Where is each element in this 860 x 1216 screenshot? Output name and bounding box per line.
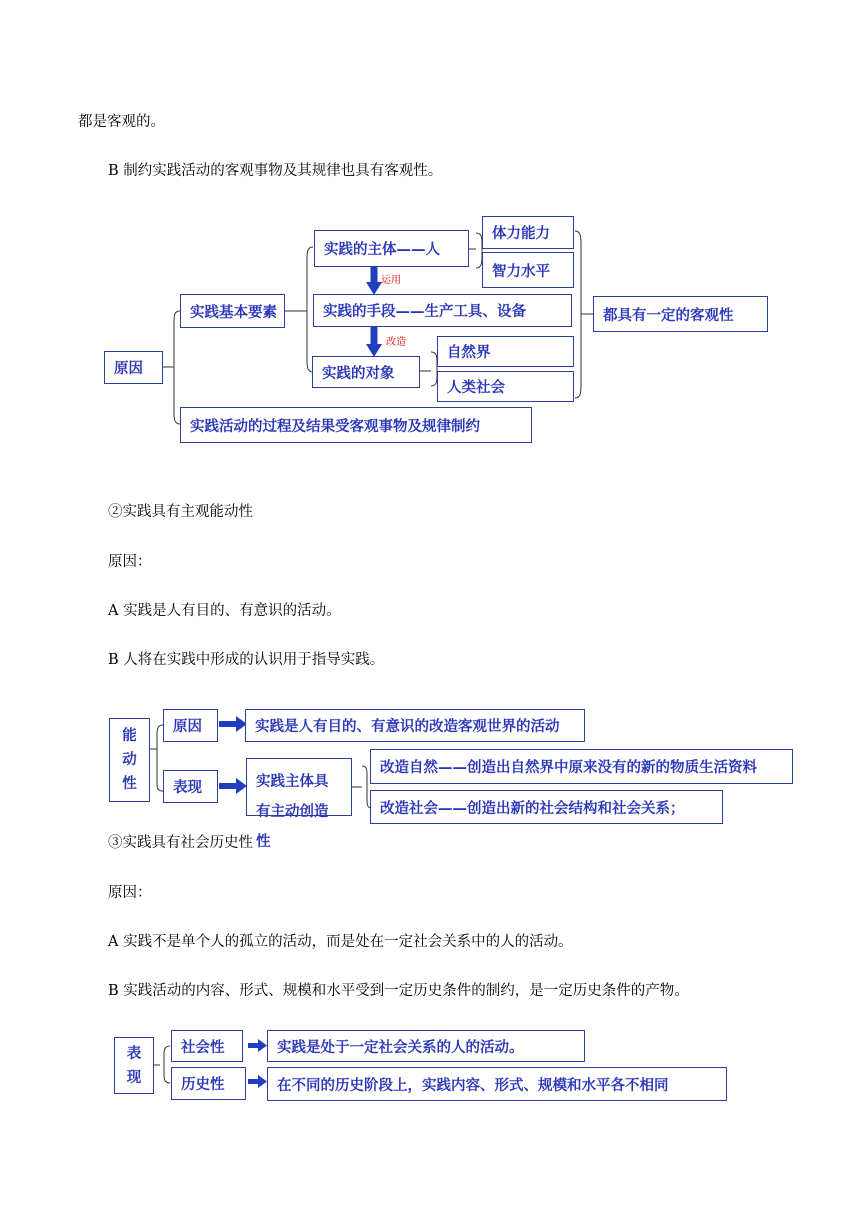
root-char: 表: [126, 1045, 142, 1062]
paragraph-text: B 实践活动的内容、形式、规模和水平受到一定历史条件的制约，是一定历史条件的产物。: [108, 983, 689, 999]
node-social: 社会性: [171, 1030, 243, 1062]
node-human-society: 人类社会: [437, 371, 574, 402]
diagram-root-initiative: [109, 718, 150, 802]
node-reason: 原因: [163, 709, 218, 742]
paragraph-text: 原因：: [108, 885, 152, 901]
root-char: 性: [122, 776, 137, 792]
node-basic-elements: 实践基本要素: [180, 294, 285, 328]
node-nature: 自然界: [437, 336, 574, 367]
root-char: 能: [122, 728, 137, 744]
node-process-constrained: 实践活动的过程及结果受客观事物及规律制约: [180, 407, 532, 443]
root-char: 动: [122, 752, 137, 768]
section-heading: ③实践具有社会历史性: [108, 835, 253, 851]
node-reason-text: 实践是人有目的、有意识的改造客观世界的活动: [245, 709, 585, 742]
node-practice-means: 实践的手段——生产工具、设备: [313, 294, 572, 327]
paragraph-text: 原因：: [108, 554, 152, 570]
node-practice-subject: 实践的主体——人: [314, 230, 469, 267]
node-historical: 历史性: [171, 1067, 246, 1100]
node-historical-text: 在不同的历史阶段上，实践内容、形式、规模和水平各不相同: [267, 1067, 727, 1101]
node-transform-nature: 改造自然——创造出自然界中原来没有的新的物质生活资料: [370, 749, 793, 784]
node-social-text: 实践是处于一定社会关系的人的活动。: [267, 1030, 585, 1062]
arrow-label-transform: 改造: [386, 337, 406, 348]
arrow-label-use: 运用: [381, 275, 401, 286]
node-manifestation: 表现: [163, 770, 218, 803]
paragraph-text: B 人将在实践中形成的认识用于指导实践。: [108, 652, 385, 668]
node-objectivity-conclusion: 都具有一定的客观性: [593, 296, 768, 332]
paragraph-text: A 实践不是单个人的孤立的活动，而是处在一定社会关系中的人的活动。: [108, 934, 573, 950]
node-practice-object: 实践的对象: [312, 356, 420, 388]
node-manifestation-text: 实践主体具有主动创造性: [246, 758, 352, 816]
paragraph-text: A 实践是人有目的、有意识的活动。: [108, 603, 341, 619]
node-transform-society: 改造社会——创造出新的社会结构和社会关系；: [370, 790, 723, 824]
diagram-root-manifestation: [114, 1037, 154, 1094]
node-physical-ability: 体力能力: [482, 216, 574, 249]
paragraph-text: B 制约实践活动的客观事物及其规律也具有客观性。: [108, 163, 443, 179]
section-heading: ②实践具有主观能动性: [108, 504, 253, 520]
root-char: 现: [126, 1069, 142, 1086]
diagram-root-reason: 原因: [104, 351, 163, 384]
paragraph-text: 都是客观的。: [78, 114, 165, 130]
node-intellectual-level: 智力水平: [482, 252, 574, 288]
